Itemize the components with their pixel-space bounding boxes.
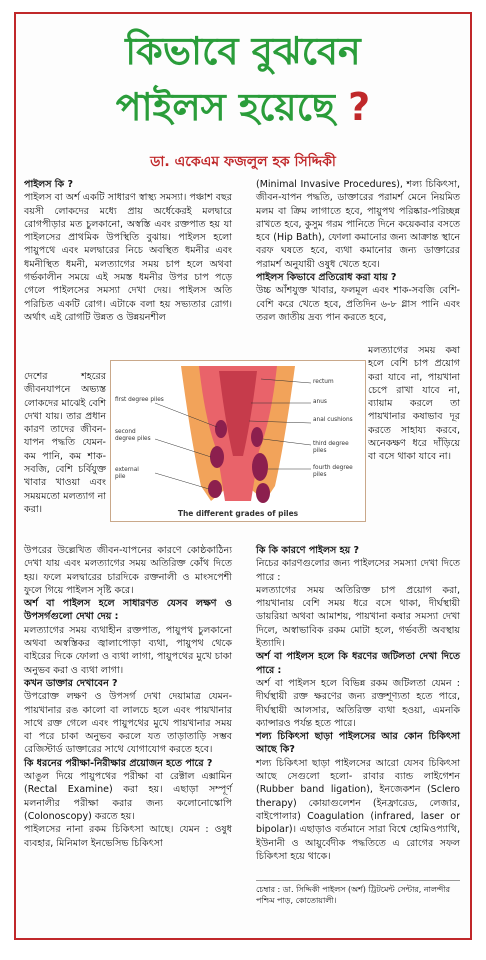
- paragraph: শল্য চিকিৎসা ছাড়া পাইলসের আরো যেসব চিকিৎসা আছে সেগুলো হলো- রাবার ব্যান্ড লাইগেশন (Rubber band ligation), ইনজেকশন (Sclero therapy) কোয়াগুলেশন (ইনফ্রারেড, লেজার, বাইপোলার) Coagulation (infrared, laser or bipolar)। এছাড়াও বর্তমানে সারা বিশ্বে হোমিওপ্যাথি, ইউনানী ও আয়ুর্বেদীক পদ্ধতিতে এ রোগের সফল চিকিৎসা হয়ে থাকে।: [256, 757, 460, 862]
- piles-diagram: [110, 360, 366, 522]
- section-heading: কি কি কারণে পাইলস হয় ?: [256, 545, 360, 556]
- label-first-degree: first degree piles: [115, 397, 164, 403]
- paragraph: উচ্চ আঁশযুক্ত খাবার, ফলমূল এবং শাক-সবজি বেশি-বেশি করে খেতে হবে, প্রতিদিন ৬-৮ গ্লাস পানি এবং তরল জাতীয় দ্রব্য পান করতে হবে,: [256, 285, 460, 323]
- paragraph: অর্শ বা পাইলস হলে বিভিন্ন রকম জটিলতা যেমন : দীর্ঘস্থায়ী রক্ত ক্ষরণের জন্য রক্তশূণ্যতা হতে পারে, দীর্ঘস্থায়ী আলসার, অতিরিক্ত ব্যথা হওয়া, এমনকি ক্যান্সারও পর্যন্ত হতে পারে।: [256, 677, 460, 729]
- paragraph: নিচের কারণগুলোর জন্য পাইলসের সমস্যা দেখা দিতে পারে :: [256, 558, 460, 583]
- paragraph: পাইলস বা অর্শ একটি সাধারণ স্বাস্থ্য সমস্যা। পঞ্চাশ বছর বয়সী লোকদের মধ্যে প্রায় অর্ধেকেরই মলদ্বারে রোগপীড়ার মত চুলকানো, অস্বস্তি এবং রক্তপাত হয় যা পাইলসের প্রাথমিক উপস্থিতি বুঝায়। পাইলস হলো পায়ুপথে এবং মলদ্বারের নিচে অবস্থিত ধমনীর এবং ধমনীস্থিত ধমনী, মলত্যাগের সময় চাপ হলে অথবা গর্ভকালীন সময়ে এই সমস্ত ধমনীর উপর চাপ পড়ে গেলে পাইলসের সমস্যা দেখা দেয়। পাইলস অতি পরিচিত একটি রোগ। এটাকে বলা হয় সভ্যতার রোগ। অর্থাৎ এই রোগটি উন্নত ও উন্নয়নশীল: [24, 192, 232, 323]
- right-column-bottom: [256, 544, 460, 863]
- left-column-narrow: [24, 370, 106, 516]
- paragraph: মলত্যাগের সময় অতিরিক্ত চাপ প্রয়োগ করা, পায়খানায় বেশি সময় ধরে বসে থাকা, দীর্ঘস্থায়ী ডায়রিয়া অথবা আমাশয়, পায়খানা কষার সমস্যা দেখা দিলে, অস্বাভাবিক রকম মোটা হলে, গর্ভবতী অবস্থায় ইত্যাদি।: [256, 584, 460, 650]
- label-anal-cushions: anal cushions: [313, 417, 353, 423]
- section-heading: শল্য চিকিৎসা ছাড়া পাইলসের আর কোন চিকিৎসা আছে কি?: [256, 731, 460, 756]
- paragraph: মলত্যাগের সময় কষা হলে বেশি চাপ প্রয়োগ করা যাবে না, পায়খানা চেপে রাখা যাবে না, ব্যায়াম করলে তা পায়খানার কষাভাব দূর করতে সাহায্য করবে, অনেকক্ষণ ধরে দাঁড়িয়ে বা বসে থাকা যাবে না।: [368, 345, 460, 463]
- paragraph: উপরোক্ত লক্ষণ ও উপসর্গ দেখা দেয়ামাত্র যেমন- পায়খানার রঙ কালো বা লালচে হলে এবং পায়খানার সাথে রক্ত গেলে এবং পায়ুপথের মুখে পায়খানার সময় বা পরে চাকা অনুভব করলে যত তাড়াতাড়ি সম্ভব রেজিস্টার্ড ডাক্তারের সাথে যোগাযোগ করতে হবে।: [24, 691, 232, 756]
- figure-caption: The different grades of piles: [177, 509, 299, 518]
- left-column-bottom: [24, 544, 232, 850]
- label-anus: anus: [313, 399, 327, 405]
- paragraph: মলত্যাগের সময় ব্যথাহীন রক্তপাত, পায়ুপথ চুলকানো অথবা অস্বস্তিকর জ্বালাপোড়া ব্যথা, পায়ুপথ থেকে বাইরের দিকে ফোলা ও ব্যথা লাগা, পায়ুপথের মুখে চাকা অনুভব করা ও ব্যথা লাগা।: [24, 624, 232, 676]
- section-heading: অর্শ বা পাইলস হলে সাধারণত যেসব লক্ষণ ও উপসর্গগুলো দেখা দেয় :: [24, 598, 232, 623]
- label-fourth-degree: fourth degree piles: [313, 465, 353, 478]
- title-line-2-text: পাইলস হয়েছে: [115, 85, 335, 129]
- left-column-top: [24, 178, 232, 324]
- label-third-degree: third degree piles: [313, 441, 349, 454]
- chamber-footnote: চেম্বার : ডা. সিদ্দিকী পাইলস (অর্শ) ট্রিটমেন্ট সেন্টার, নালন্দীর পশ্চিম পাড়, কোতোয়ালী।: [256, 880, 460, 906]
- section-heading: পাইলস কি ?: [24, 179, 73, 190]
- paragraph: (Minimal Invasive Procedures), শল্য চিকিৎসা, জীবন-যাপন পদ্ধতি, ডাক্তারের পরামর্শ মেনে নিয়মিত মলম বা ক্রিম লাগাতে হবে, পায়ুপথ পরিষ্কার-পরিচ্ছন্ন রাখতে হবে, কুসুম গরম পানিতে দিনে কয়েকবার বসতে হবে (Hip Bath), ফোলা কমানোর জন্য আক্রান্ত স্থানে বরফ ঘষতে হবে, ব্যথা কমানোর জন্য ডাক্তারের পরামর্শ অনুযায়ী ওষুধ খেতে হবে।: [256, 179, 460, 270]
- right-column-narrow: [368, 344, 460, 464]
- title-question-mark: ?: [348, 85, 371, 129]
- label-second-degree: second degree piles: [115, 429, 151, 442]
- paragraph: উপরের উল্লেখিত জীবন-যাপনের কারণে কোষ্ঠকাঠিন্য দেখা যায় এবং মলত্যাগের সময় অতিরিক্ত কোঁথ দিতে হয়। ফলে মলদ্বারের চারদিকে রক্তনালী ও মাংসপেশী ফুলে গিয়ে পাইলস সৃষ্টি করে।: [24, 545, 232, 596]
- paragraph: আঙুল দিয়ে পায়ুপথের পরীক্ষা বা রেক্টাল এক্সামিন (Rectal Examine) করা হয়। এছাড়া সম্পূর্ণ মলনালীর পরীক্ষা করার জন্য কলোনোস্কোপি (Colonoscopy) করতে হয়।: [24, 771, 232, 822]
- paragraph: দেশের শহরের জীবনযাপনে অভ্যস্ত লোকদের মাঝেই বেশি দেখা যায়। তার প্রধান কারণ তাদের জীবন-যাপন পদ্ধতি যেমন- কম পানি, কম শাক-সবজি, বেশি চর্বিযুক্ত খাবার খাওয়া এবং সময়মতো মলত্যাগ না করা।: [24, 371, 106, 515]
- section-heading: কি ধরনের পরীক্ষা-নিরীক্ষার প্রয়োজন হতে পারে ?: [24, 757, 213, 769]
- label-rectum: rectum: [313, 379, 334, 385]
- title-line-1: কিভাবে বুঝবেন: [125, 29, 361, 73]
- right-column-top: [256, 178, 460, 324]
- label-external: external pile: [115, 467, 139, 480]
- section-heading: কখন ডাক্তার দেখাবেন ?: [24, 677, 118, 689]
- paragraph: পাইলসের নানা রকম চিকিৎসা আছে। যেমন : ওষুধ ব্যবহার, মিনিমাল ইনভেসিভ চিকিৎসা: [24, 824, 232, 849]
- section-heading: অর্শ বা পাইলস হলে কি ধরণের জটিলতা দেখা দিতে পারে :: [256, 651, 460, 676]
- section-heading: পাইলস কিভাবে প্রতিরোধ করা যায় ?: [256, 272, 397, 284]
- title-line-2: [0, 78, 486, 142]
- author-byline: ডা. একেএম ফজলুল হক সিদ্দিকী: [150, 154, 336, 170]
